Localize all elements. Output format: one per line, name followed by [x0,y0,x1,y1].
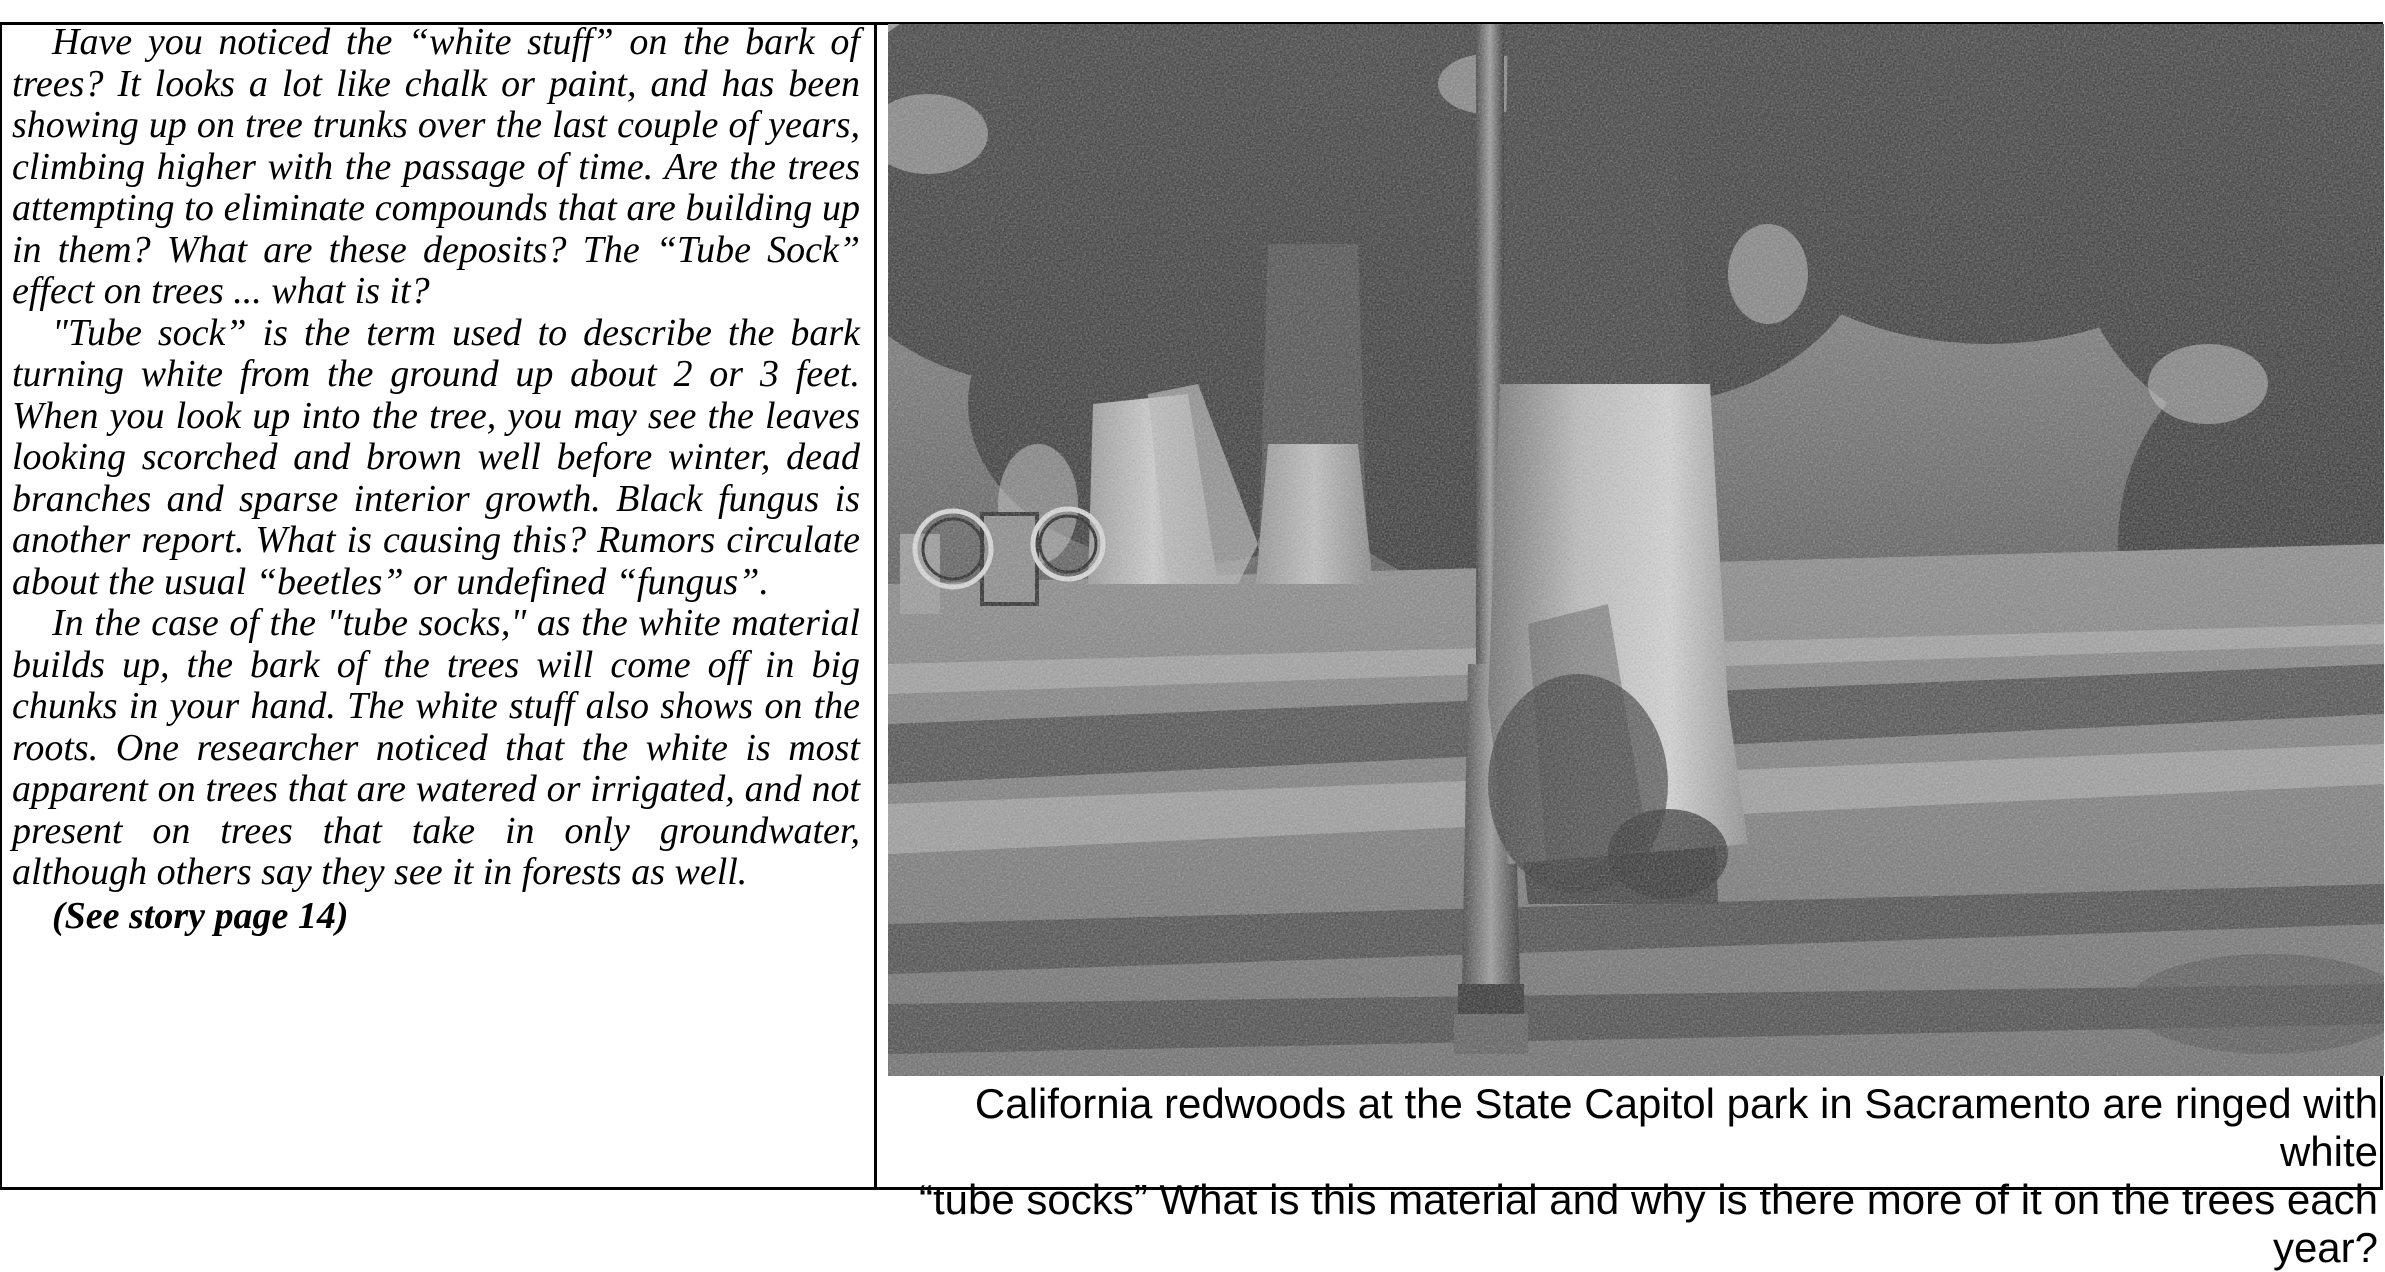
article-text-column [12,22,860,937]
article-paragraph-3: In the case of the "tube socks," as the white material builds up, the bark of the trees will come off in big chunks in your hand. The white stuff also shows on the roots. One researcher noticed that the white is most apparent on trees that are watered or irrigated, and not present on trees that take in only groundwater, although others say they see it in forests as well. [12,602,860,893]
article-paragraph-1: Have you noticed the “white stuff” on the bark of trees? It looks a lot like chalk or paint, and has been showing up on tree trunks over the last couple of years, climbing higher with the passage of time. Are the trees attempting to eliminate compounds that are building up in them? What are these deposits? The “Tube Sock” effect on trees ... what is it? [12,21,860,312]
caption-line-2: “tube socks” What is this material and why is there more of it on the trees each year? [919,1176,2378,1271]
caption-line-1: California redwoods at the State Capitol park in Sacramento are ringed with white [974,1080,2378,1175]
photo-caption [878,1080,2378,1272]
article-paragraph-2: "Tube sock” is the term used to describe the bark turning white from the ground up about 2 or 3 feet. When you look up into the tree, you may see the leaves looking scorched and brown well before winter, dead branches and sparse interior growth. Black fungus is another report. What is causing this? Rumors circulate about the usual “beetles” or undefined “fungus”. [12,311,860,603]
see-story-reference: (See story page 14) [52,894,349,937]
column-divider [874,22,877,1190]
redwood-trees-photo [888,24,2384,1076]
